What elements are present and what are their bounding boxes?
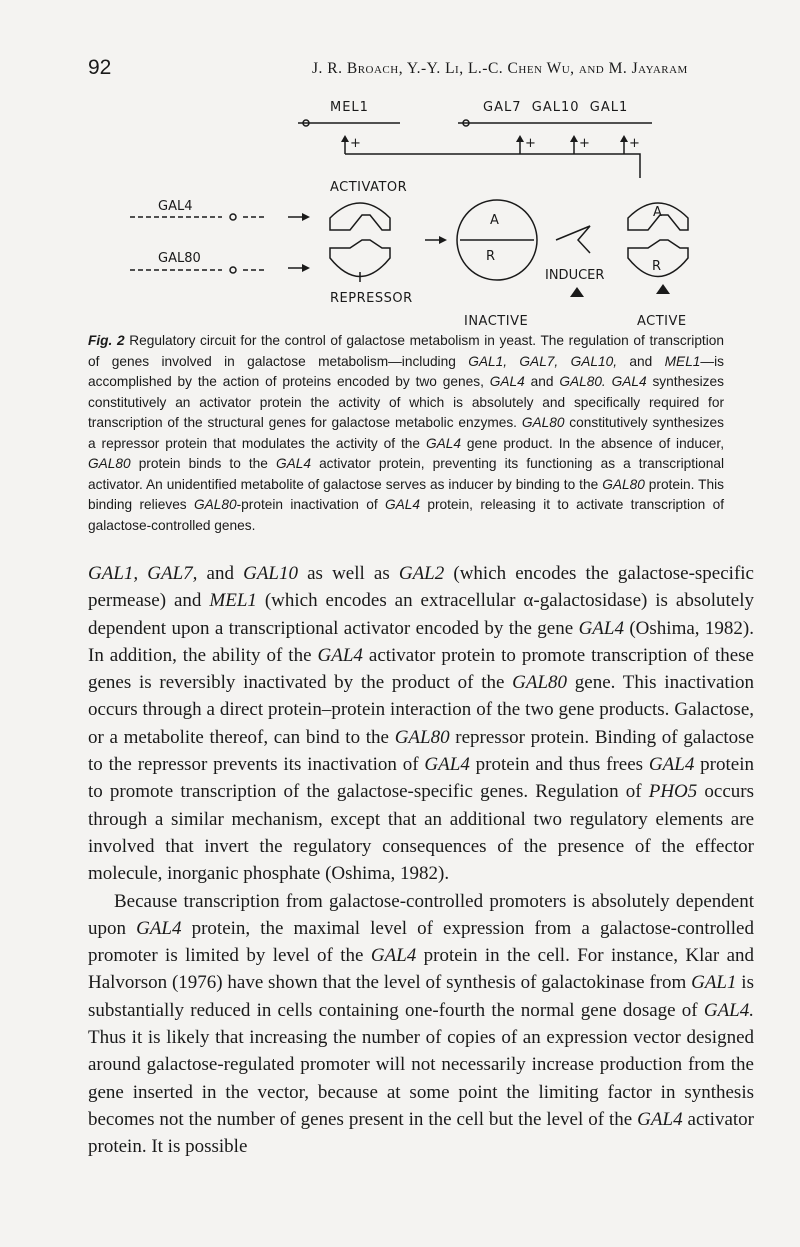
running-head: J. R. Broach, Y.-Y. Li, L.-C. Chen Wu, and M. Jayaram xyxy=(312,60,688,77)
activator-protein-shape xyxy=(330,203,390,230)
paragraph-2 xyxy=(88,888,754,1161)
caption-text: synthesizes constitutively an activator protein the activity of which is absolutely and specifically required for transcription of the structural genes for galactose metabolic enzymes. xyxy=(88,374,724,430)
activation-arrows xyxy=(341,135,640,178)
caption-text: and xyxy=(524,374,560,389)
caption-text: activator protein, preventing its functioning as a transcriptional activator. An unidentified metabolite of galactose serves as inducer by binding to the xyxy=(88,456,724,492)
gene-name: GAL80. xyxy=(559,374,606,389)
body-span: protein and thus frees xyxy=(469,754,649,776)
body-span: (Oshima, 1982). In addition, the ability of the xyxy=(88,617,754,666)
gal4-arrowhead xyxy=(302,213,310,221)
body-span: activator protein to promote transcription of these genes is reversibly inactivated by the product of the xyxy=(88,644,754,694)
inactive-r-label: R xyxy=(486,249,496,264)
body-span: (which encodes an extracellular α-galactosidase) is absolutely dependent upon a transcriptional activator encoded by the gene xyxy=(88,590,754,639)
gene-name: GAL4 xyxy=(424,754,470,776)
gene-name: GAL1, GAL7, xyxy=(88,563,198,584)
active-label: ACTIVE xyxy=(637,314,687,329)
gene-name: GAL4 xyxy=(136,917,182,939)
paragraph-1 xyxy=(88,560,754,888)
caption-text: protein. This binding relieves xyxy=(88,476,725,512)
gene-name: GAL4 xyxy=(275,456,311,471)
caption-text: protein binds to the xyxy=(130,456,276,471)
caption-text: and xyxy=(617,353,665,369)
repressor-label: REPRESSOR xyxy=(330,291,413,306)
gene-name: GAL4 xyxy=(384,497,420,512)
inactive-label: INACTIVE xyxy=(464,314,529,329)
figure-caption xyxy=(88,331,724,536)
gene-name: GAL80 xyxy=(521,415,565,430)
gene-name: GAL4 xyxy=(637,1108,683,1130)
body-span: activator protein. It is possible xyxy=(88,1108,754,1158)
gal80-arrowhead xyxy=(302,264,310,272)
repressor-protein-shape xyxy=(330,240,390,282)
gene-name: GAL4 xyxy=(578,617,624,639)
body-span: occurs through a similar mechanism, except that an additional two regulatory elements are involved that invert the regulatory consequences of the presence of the effector molecule, inorganic phosphate (Oshima, 1982). xyxy=(88,781,755,885)
gene-name: GAL4 xyxy=(370,945,417,967)
caption-text: constitutively synthesizes a repressor protein that modulates the activity of the xyxy=(88,415,724,451)
inducer-shape xyxy=(556,226,590,253)
gene-name: GAL80 xyxy=(394,726,450,748)
body-span: Thus it is likely that increasing the number of copies of an expression vector designed around galactose-regulated promoter will not necessarily increase production from the gene inserted in the vector, because at some point the limiting factor in synthesis becomes not the number of genes present in the cell but the level of the xyxy=(88,1027,754,1130)
gene-name: GAL4. xyxy=(703,999,754,1021)
gene-name: GAL2 xyxy=(398,563,445,584)
inactive-a-label: A xyxy=(490,213,499,228)
gene-name: GAL4 xyxy=(611,374,647,389)
inducer-triangle xyxy=(570,287,584,297)
gal-genes-label: GAL7 GAL10 GAL1 xyxy=(483,100,629,115)
gene-name: GAL4 xyxy=(317,644,363,666)
regulatory-circuit-figure xyxy=(0,90,800,335)
caption-text: Regulatory circuit for the control of galactose metabolism in yeast. The regulation of transcription of genes involved in galactose metabolism—including xyxy=(88,333,724,369)
gene-name: GAL1, GAL7, GAL10, xyxy=(468,353,618,369)
gal4-promoter-circle xyxy=(230,214,236,220)
body-span: protein in the cell. For instance, Klar and Halvorson (1976) have shown that the level of synthesis of galactokinase from xyxy=(88,945,755,994)
body-span: gene. This inactivation occurs through a direct protein–protein interaction of the two gene products. Galactose, or a metabolite thereof, can bind to the xyxy=(88,672,754,748)
caption-text: protein, releasing it to activate transcription of galactose-controlled genes. xyxy=(88,497,724,533)
active-a-label: A xyxy=(653,205,662,220)
body-span: Because transcription from galactose-controlled promoters is absolutely dependent upon xyxy=(88,890,754,939)
body-span: as well as xyxy=(298,563,399,584)
released-r-label: R xyxy=(652,259,662,274)
gene-name: GAL80 xyxy=(194,497,237,512)
activator-label: ACTIVATOR xyxy=(330,180,408,195)
inducer-label: INDUCER xyxy=(545,268,605,283)
body-text xyxy=(88,560,754,1161)
plus-sign-2: + xyxy=(525,136,536,151)
binding-arrowhead xyxy=(439,236,447,244)
gene-name: GAL80 xyxy=(88,456,131,471)
page-number: 92 xyxy=(88,56,112,79)
gene-name: GAL1 xyxy=(691,972,737,994)
body-span: protein, the maximal level of expression from a galactose-controlled promoter is limited by level of the xyxy=(88,917,754,967)
body-span: and xyxy=(197,563,244,584)
body-span: protein to promote transcription of the galactose-specific genes. Regulation of xyxy=(88,754,754,803)
body-span: is substantially reduced in cells containing one-fourth the normal gene dosage of xyxy=(88,972,754,1021)
gene-name: GAL10 xyxy=(243,563,298,584)
caption-text: -protein inactivation of xyxy=(236,497,385,512)
gene-name: GAL4 xyxy=(648,754,695,776)
plus-sign-1: + xyxy=(350,136,361,151)
gene-name: GAL4 xyxy=(489,374,525,389)
caption-text: —is accomplished by the action of proteins encoded by two genes, xyxy=(88,353,724,389)
plus-sign-3: + xyxy=(579,136,590,151)
caption-label: Fig. 2 xyxy=(88,333,125,348)
gene-name: GAL80 xyxy=(602,476,645,492)
body-span: (which encodes the galactose-specific permease) and xyxy=(88,563,754,612)
bound-inducer-triangle xyxy=(656,284,670,294)
plus-sign-4: + xyxy=(629,136,640,151)
mel1-gene-label: MEL1 xyxy=(330,100,369,115)
body-span: repressor protein. Binding of galactose to the repressor prevents its inactivation of xyxy=(88,726,755,776)
gene-name: GAL4 xyxy=(425,435,461,451)
gene-name: GAL80 xyxy=(512,672,568,694)
gal80-promoter-circle xyxy=(230,267,236,273)
gene-name: MEL1 xyxy=(209,590,257,612)
gene-name: MEL1 xyxy=(664,353,701,369)
caption-text: gene product. In the absence of inducer, xyxy=(461,435,724,451)
gal80-label: GAL80 xyxy=(158,251,201,266)
gal4-label: GAL4 xyxy=(158,199,193,214)
gene-name: PHO5 xyxy=(648,781,698,803)
